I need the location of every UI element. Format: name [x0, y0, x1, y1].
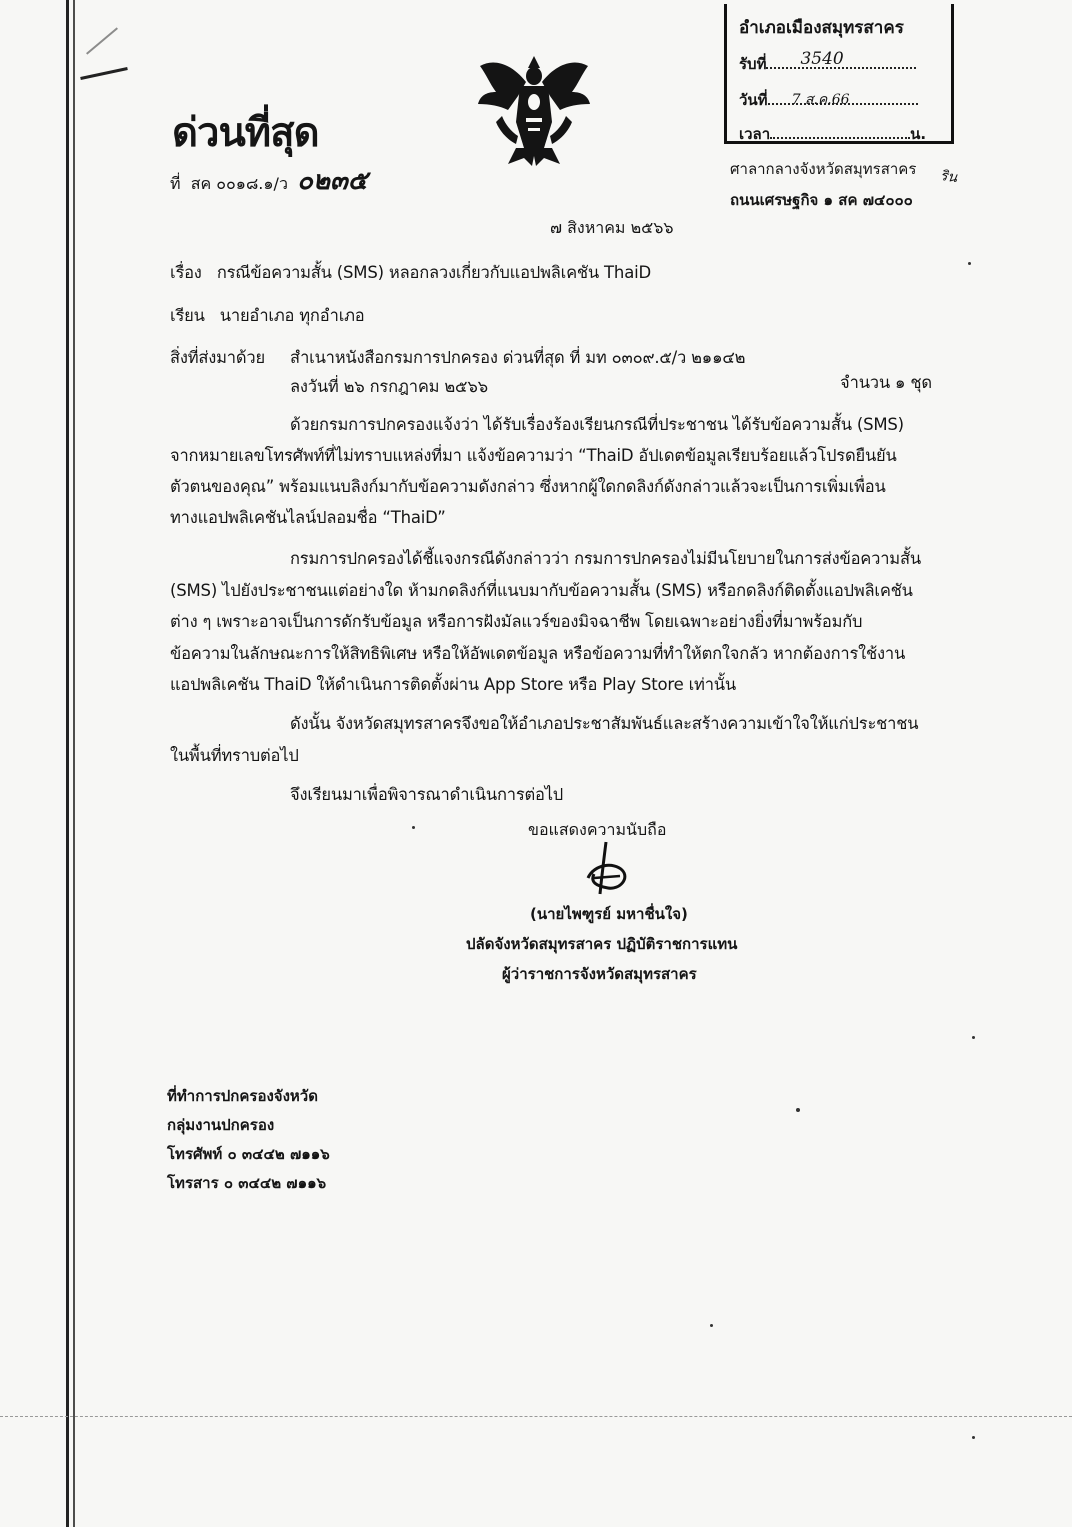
subject-label: เรื่อง — [170, 263, 202, 282]
paragraph-2-line: ต่าง ๆ เพราะอาจเป็นการดักรับข้อมูล หรือการฝังมัลแวร์ของมิจฉาชีพ โดยเฉพาะอย่างยิ่งที่มาพร้อมกับ — [170, 612, 863, 631]
enclosure-count: จำนวน ๑ ชุด — [840, 373, 932, 392]
enclosure-line-2: ลงวันที่ ๒๖ กรกฎาคม ๒๕๖๖ — [290, 377, 488, 396]
paragraph-1-line: ทางแอปพลิเคชันไลน์ปลอมชื่อ “ThaiD” — [170, 508, 446, 527]
enclosure-label: สิ่งที่ส่งมาด้วย — [170, 348, 265, 367]
recipient-text: นายอำเภอ ทุกอำเภอ — [219, 306, 365, 325]
margin-mark — [80, 67, 128, 80]
stamp-received-no: รับที่ 3540 — [739, 52, 916, 76]
subject-line — [170, 260, 651, 286]
footer-division: กลุ่มงานปกครอง — [167, 1116, 275, 1134]
scan-speck — [972, 1036, 975, 1039]
paragraph-1-line: ตัวตนของคุณ” พร้อมแนบลิงก์มากับข้อความดังกล่าว ซึ่งหากผู้ใดกดลิงก์ดังกล่าวแล้วจะเป็นการเพิ่มเพื่อน — [170, 477, 886, 496]
scan-speck — [412, 826, 415, 829]
scan-speck — [968, 262, 971, 265]
recipient-line — [170, 303, 365, 329]
footer-phone: โทรศัพท์ ๐ ๓๔๔๒ ๗๑๑๖ — [167, 1145, 330, 1163]
regards: ขอแสดงความนับถือ — [528, 820, 667, 839]
stamp-time: เวลา น. — [739, 125, 927, 143]
enclosure-line-1: สำเนาหนังสือกรมการปกครอง ด่วนที่สุด ที่ มท ๐๓๐๙.๕/ว ๒๑๑๔๒ — [290, 348, 746, 367]
stamp-office: อำเภอเมืองสมุทรสาคร — [739, 18, 904, 38]
paragraph-2-line: ข้อความในลักษณะการให้สิทธิพิเศษ หรือให้อัพเดตข้อมูล หรือข้อความที่ทำให้ตกใจกลัว หากต้องการใช้งาน — [170, 644, 906, 663]
scan-fold-line — [0, 1416, 1072, 1417]
reference-number: ที่ สค ๐๐๑๘.๑/ว ๐๒๓๕ — [170, 166, 368, 196]
paragraph-3-line: ดังนั้น จังหวัดสมุทรสาครจึงขอให้อำเภอประชาสัมพันธ์และสร้างความเข้าใจให้แก่ประชาชน — [290, 714, 919, 733]
recipient-label: เรียน — [170, 306, 205, 325]
scan-speck — [710, 1324, 713, 1327]
footer-office: ที่ทำการปกครองจังหวัด — [167, 1087, 318, 1105]
binder-line — [66, 0, 69, 1527]
margin-note: ริน — [938, 167, 959, 187]
paragraph-2-line: กรมการปกครองได้ชี้แจงกรณีดังกล่าวว่า กรมการปกครองไม่มีนโยบายในการส่งข้อความสั้น — [290, 549, 921, 568]
signatory-name: (นายไพฑูรย์ มหาชื่นใจ) — [530, 905, 688, 923]
handwritten-signature — [580, 838, 640, 900]
margin-mark — [86, 27, 118, 54]
footer-fax: โทรสาร ๐ ๓๔๔๒ ๗๑๑๖ — [167, 1174, 327, 1192]
signatory-position-2: ผู้ว่าราชการจังหวัดสมุทรสาคร — [502, 965, 697, 983]
urgency-heading: ด่วนที่สุด — [172, 110, 319, 156]
issuer-address: ถนนเศรษฐกิจ ๑ สค ๗๔๐๐๐ — [730, 191, 913, 209]
stamp-date-value: 7 ส.ค.66 — [791, 92, 850, 108]
scan-speck — [796, 1108, 800, 1112]
paragraph-2-line: แอปพลิเคชัน ThaiD ให้ดำเนินการติดตั้งผ่าน App Store หรือ Play Store เท่านั้น — [170, 675, 736, 694]
stamp-received-no-value: 3540 — [800, 49, 844, 69]
paragraph-3-line: ในพื้นที่ทราบต่อไป — [170, 746, 299, 765]
reference-number-handwritten: ๐๒๓๕ — [297, 166, 368, 196]
scan-speck — [972, 1436, 975, 1439]
stamp-date: วันที่ 7 ส.ค.66 — [739, 88, 918, 112]
paragraph-2-line: (SMS) ไปยังประชาชนแต่อย่างใด ห้ามกดลิงก์ที่แนบมากับข้อความสั้น (SMS) หรือกดลิงก์ติดตั้งแอปพลิเคชัน — [170, 581, 913, 600]
letter-date: ๗ สิงหาคม ๒๕๖๖ — [550, 218, 674, 237]
received-stamp — [724, 4, 954, 144]
closing-line: จึงเรียนมาเพื่อพิจารณาดำเนินการต่อไป — [290, 785, 564, 804]
paragraph-1-line: ด้วยกรมการปกครองแจ้งว่า ได้รับเรื่องร้องเรียนกรณีที่ประชาชน ได้รับข้อความสั้น (SMS) — [290, 415, 904, 434]
paragraph-1-line: จากหมายเลขโทรศัพท์ที่ไม่ทราบแหล่งที่มา แจ้งข้อความว่า “ThaiD อัปเดตข้อมูลเรียบร้อยแล้วโปรดยืนยัน — [170, 446, 897, 465]
binder-line — [73, 0, 75, 1527]
garuda-emblem — [472, 52, 596, 170]
signatory-position-1: ปลัดจังหวัดสมุทรสาคร ปฏิบัติราชการแทน — [466, 935, 738, 953]
issuer-name: ศาลากลางจังหวัดสมุทรสาคร — [730, 160, 917, 178]
subject-text: กรณีข้อความสั้น (SMS) หลอกลวงเกี่ยวกับแอปพลิเคชัน ThaiD — [216, 263, 651, 282]
